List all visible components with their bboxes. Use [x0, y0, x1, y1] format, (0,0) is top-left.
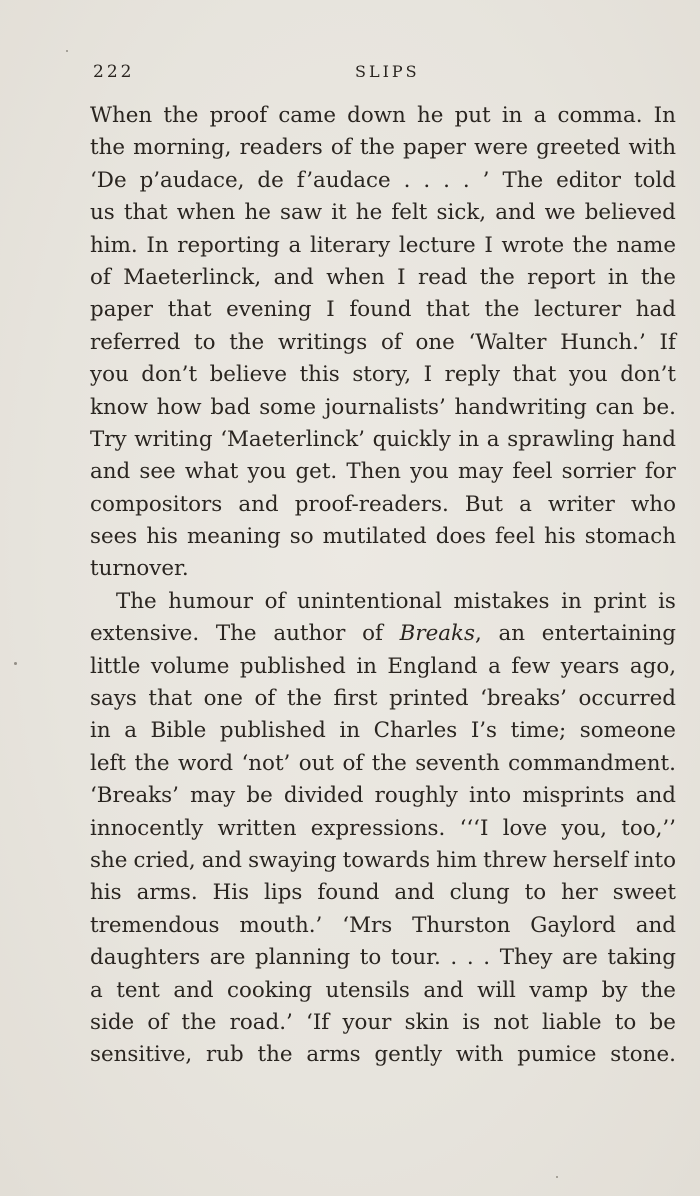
- paper-speck: [556, 1176, 558, 1178]
- text-line-8: referred to the writings of one ‘Walter Hunch.’ If: [90, 329, 676, 355]
- text-line-22: ‘Breaks’ may be divided roughly into misprints and: [90, 783, 676, 809]
- text-line-24: she cried, and swaying towards him threw herself into: [90, 847, 676, 873]
- text-line-28: a tent and cooking utensils and will vamp by the: [90, 977, 676, 1003]
- text-line-30: sensitive, rub the arms gently with pumice stone.: [90, 1042, 676, 1068]
- text-line-12: and see what you get. Then you may feel sorrier for: [90, 459, 676, 485]
- text-line-1: When the proof came down he put in a comma. In: [90, 103, 676, 128]
- text-line-7: paper that evening I found that the lecturer had: [90, 297, 676, 323]
- text-line-10: know how bad some journalists’ handwriting can be.: [90, 394, 676, 420]
- text-line-14: sees his meaning so mutilated does feel his stomach: [90, 524, 676, 550]
- running-title: SLIPS: [355, 62, 420, 81]
- text-line-27: daughters are planning to tour. . . . They are taking: [90, 945, 676, 971]
- text-line-5: him. In reporting a literary lecture I wrote the name: [90, 232, 676, 258]
- text-line-20: in a Bible published in Charles I’s time; someone: [90, 718, 676, 744]
- text-line-18: little volume published in England a few years ago,: [90, 653, 676, 679]
- text-line-16: The humour of unintentional mistakes in print is: [116, 588, 676, 614]
- text-line-9: you don’t believe this story, I reply that you don’t: [90, 362, 676, 388]
- text-line-3: ‘De p’audace, de f’audace . . . . ’ The editor told: [90, 167, 676, 193]
- text-line-2: the morning, readers of the paper were greeted with: [90, 135, 676, 161]
- text-line-25: his arms. His lips found and clung to her sweet: [90, 880, 676, 906]
- text-line-11: Try writing ‘Maeterlinck’ quickly in a sprawling hand: [90, 426, 676, 452]
- body-text: [90, 100, 676, 1072]
- text-line-15: turn over.: [90, 556, 189, 582]
- text-line-21: left the word ‘not’ out of the seventh commandment.: [90, 750, 676, 776]
- text-line-23: innocently written expressions. ‘‘‘I love you, too,’’: [90, 815, 676, 841]
- text-line-29: side of the road.’ ‘If your skin is not liable to be: [90, 1009, 676, 1035]
- text-line-19: says that one of the first printed ‘breaks’ occurred: [90, 686, 676, 712]
- text-line-13: compositors and proof-readers. But a writer who: [90, 491, 676, 517]
- text-line-26: tremendous mouth.’ ‘Mrs Thurston Gaylord and: [90, 912, 676, 938]
- text-line-6: of Maeterlinck, and when I read the report in the: [90, 264, 676, 290]
- text-line-17: extensive. The author of Breaks, an entertaining: [90, 621, 676, 647]
- running-head: [93, 62, 673, 88]
- paper-speck: [14, 662, 17, 665]
- text-line-4: us that when he saw it he felt sick, and we believed: [90, 200, 676, 226]
- page-number: 222: [93, 62, 135, 82]
- paper-speck: [66, 50, 68, 52]
